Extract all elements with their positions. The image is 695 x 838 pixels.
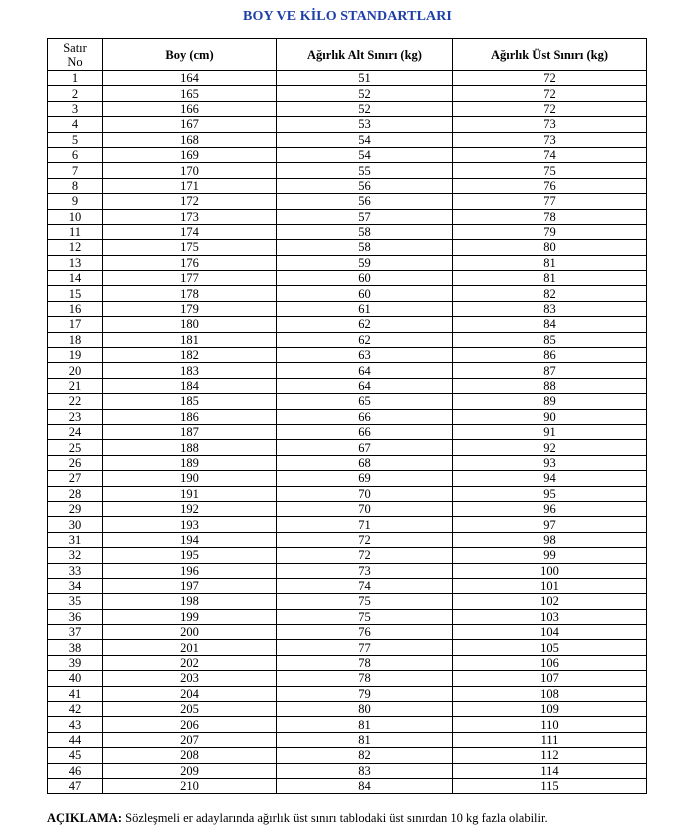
table-row	[48, 101, 647, 116]
cell-height: 193	[103, 517, 277, 532]
cell-weight-min: 58	[277, 240, 453, 255]
cell-weight-max: 104	[453, 625, 647, 640]
cell-weight-min: 83	[277, 763, 453, 778]
cell-weight-min: 75	[277, 609, 453, 624]
cell-height: 200	[103, 625, 277, 640]
cell-weight-max: 77	[453, 194, 647, 209]
cell-weight-min: 63	[277, 348, 453, 363]
cell-weight-min: 74	[277, 578, 453, 593]
table-row	[48, 455, 647, 470]
cell-height: 195	[103, 548, 277, 563]
cell-row-number: 33	[48, 563, 103, 578]
cell-weight-min: 75	[277, 594, 453, 609]
cell-height: 191	[103, 486, 277, 501]
cell-height: 201	[103, 640, 277, 655]
cell-weight-max: 87	[453, 363, 647, 378]
cell-weight-max: 73	[453, 132, 647, 147]
cell-weight-min: 55	[277, 163, 453, 178]
cell-weight-max: 76	[453, 178, 647, 193]
cell-row-number: 10	[48, 209, 103, 224]
cell-weight-max: 99	[453, 548, 647, 563]
cell-weight-min: 60	[277, 271, 453, 286]
cell-weight-max: 86	[453, 348, 647, 363]
cell-weight-min: 70	[277, 486, 453, 501]
table-row	[48, 286, 647, 301]
cell-weight-min: 80	[277, 702, 453, 717]
table-row	[48, 224, 647, 239]
cell-row-number: 39	[48, 655, 103, 670]
cell-height: 179	[103, 301, 277, 316]
cell-weight-max: 109	[453, 702, 647, 717]
cell-weight-max: 91	[453, 424, 647, 439]
cell-weight-min: 56	[277, 178, 453, 193]
cell-row-number: 28	[48, 486, 103, 501]
cell-weight-min: 84	[277, 778, 453, 793]
table-row	[48, 194, 647, 209]
cell-height: 178	[103, 286, 277, 301]
cell-row-number: 42	[48, 702, 103, 717]
page-title: BOY VE KİLO STANDARTLARI	[243, 9, 452, 24]
table-row	[48, 655, 647, 670]
cell-row-number: 27	[48, 471, 103, 486]
cell-weight-max: 72	[453, 86, 647, 101]
cell-weight-min: 66	[277, 409, 453, 424]
cell-weight-max: 115	[453, 778, 647, 793]
cell-weight-min: 81	[277, 717, 453, 732]
table-row	[48, 563, 647, 578]
cell-height: 180	[103, 317, 277, 332]
cell-row-number: 16	[48, 301, 103, 316]
table-row	[48, 301, 647, 316]
cell-weight-min: 58	[277, 224, 453, 239]
cell-row-number: 26	[48, 455, 103, 470]
cell-weight-min: 82	[277, 748, 453, 763]
cell-row-number: 24	[48, 424, 103, 439]
table-row	[48, 394, 647, 409]
cell-height: 188	[103, 440, 277, 455]
cell-height: 172	[103, 194, 277, 209]
cell-weight-max: 111	[453, 732, 647, 747]
cell-row-number: 13	[48, 255, 103, 270]
cell-weight-min: 59	[277, 255, 453, 270]
cell-row-number: 11	[48, 224, 103, 239]
cell-weight-min: 64	[277, 378, 453, 393]
cell-row-number: 36	[48, 609, 103, 624]
cell-weight-min: 65	[277, 394, 453, 409]
table-row	[48, 363, 647, 378]
cell-weight-max: 92	[453, 440, 647, 455]
table-row	[48, 717, 647, 732]
table-row	[48, 763, 647, 778]
cell-weight-min: 78	[277, 655, 453, 670]
cell-height: 184	[103, 378, 277, 393]
cell-weight-min: 81	[277, 732, 453, 747]
table-row	[48, 732, 647, 747]
cell-height: 173	[103, 209, 277, 224]
cell-height: 210	[103, 778, 277, 793]
cell-row-number: 41	[48, 686, 103, 701]
cell-weight-min: 69	[277, 471, 453, 486]
cell-row-number: 2	[48, 86, 103, 101]
cell-row-number: 43	[48, 717, 103, 732]
cell-weight-min: 62	[277, 317, 453, 332]
cell-weight-max: 110	[453, 717, 647, 732]
table-row	[48, 548, 647, 563]
cell-row-number: 5	[48, 132, 103, 147]
cell-weight-max: 72	[453, 71, 647, 86]
cell-height: 208	[103, 748, 277, 763]
cell-weight-min: 78	[277, 671, 453, 686]
table-row	[48, 317, 647, 332]
cell-height: 170	[103, 163, 277, 178]
cell-height: 185	[103, 394, 277, 409]
table-row	[48, 209, 647, 224]
cell-row-number: 31	[48, 532, 103, 547]
cell-row-number: 14	[48, 271, 103, 286]
cell-weight-max: 97	[453, 517, 647, 532]
table-row	[48, 240, 647, 255]
table-row	[48, 486, 647, 501]
cell-weight-min: 70	[277, 501, 453, 516]
cell-height: 205	[103, 702, 277, 717]
cell-weight-max: 108	[453, 686, 647, 701]
table-row	[48, 178, 647, 193]
cell-row-number: 6	[48, 147, 103, 162]
table-row	[48, 532, 647, 547]
cell-height: 165	[103, 86, 277, 101]
cell-height: 168	[103, 132, 277, 147]
cell-height: 167	[103, 117, 277, 132]
cell-weight-max: 90	[453, 409, 647, 424]
cell-height: 164	[103, 71, 277, 86]
cell-row-number: 1	[48, 71, 103, 86]
cell-height: 177	[103, 271, 277, 286]
table-row	[48, 686, 647, 701]
cell-weight-min: 67	[277, 440, 453, 455]
cell-height: 209	[103, 763, 277, 778]
cell-height: 196	[103, 563, 277, 578]
cell-height: 166	[103, 101, 277, 116]
table-row	[48, 778, 647, 793]
table-row	[48, 332, 647, 347]
cell-weight-max: 85	[453, 332, 647, 347]
cell-weight-min: 56	[277, 194, 453, 209]
cell-row-number: 46	[48, 763, 103, 778]
header-weight-min: Ağırlık Alt Sınırı (kg)	[277, 39, 453, 71]
cell-weight-min: 76	[277, 625, 453, 640]
explanation-text: Sözleşmeli er adaylarında ağırlık üst sınırı tablodaki üst sınırdan 10 kg fazla olabilir.	[122, 811, 548, 825]
table-row	[48, 671, 647, 686]
cell-weight-max: 112	[453, 748, 647, 763]
table-row	[48, 71, 647, 86]
cell-weight-min: 54	[277, 147, 453, 162]
cell-weight-min: 79	[277, 686, 453, 701]
table-row	[48, 132, 647, 147]
cell-height: 199	[103, 609, 277, 624]
table-row	[48, 163, 647, 178]
cell-row-number: 25	[48, 440, 103, 455]
cell-weight-max: 89	[453, 394, 647, 409]
cell-row-number: 23	[48, 409, 103, 424]
cell-weight-min: 68	[277, 455, 453, 470]
cell-weight-max: 84	[453, 317, 647, 332]
cell-height: 175	[103, 240, 277, 255]
cell-weight-max: 102	[453, 594, 647, 609]
table-row	[48, 748, 647, 763]
cell-weight-min: 61	[277, 301, 453, 316]
header-row-number: Satır No	[48, 39, 103, 71]
cell-height: 204	[103, 686, 277, 701]
cell-row-number: 44	[48, 732, 103, 747]
cell-height: 169	[103, 147, 277, 162]
cell-weight-max: 75	[453, 163, 647, 178]
cell-weight-max: 93	[453, 455, 647, 470]
table-row	[48, 640, 647, 655]
cell-weight-max: 81	[453, 255, 647, 270]
cell-row-number: 3	[48, 101, 103, 116]
cell-weight-max: 96	[453, 501, 647, 516]
cell-weight-min: 73	[277, 563, 453, 578]
cell-height: 183	[103, 363, 277, 378]
cell-height: 190	[103, 471, 277, 486]
cell-row-number: 40	[48, 671, 103, 686]
cell-weight-min: 60	[277, 286, 453, 301]
cell-weight-max: 78	[453, 209, 647, 224]
cell-weight-max: 82	[453, 286, 647, 301]
cell-row-number: 20	[48, 363, 103, 378]
table-row	[48, 424, 647, 439]
cell-row-number: 38	[48, 640, 103, 655]
table-row	[48, 348, 647, 363]
cell-row-number: 8	[48, 178, 103, 193]
cell-height: 198	[103, 594, 277, 609]
cell-weight-min: 51	[277, 71, 453, 86]
cell-weight-min: 66	[277, 424, 453, 439]
cell-row-number: 12	[48, 240, 103, 255]
cell-height: 171	[103, 178, 277, 193]
cell-row-number: 21	[48, 378, 103, 393]
cell-height: 181	[103, 332, 277, 347]
cell-weight-min: 71	[277, 517, 453, 532]
table-row	[48, 271, 647, 286]
cell-height: 197	[103, 578, 277, 593]
cell-height: 194	[103, 532, 277, 547]
cell-weight-max: 106	[453, 655, 647, 670]
cell-row-number: 47	[48, 778, 103, 793]
cell-weight-min: 72	[277, 532, 453, 547]
cell-height: 186	[103, 409, 277, 424]
header-height: Boy (cm)	[103, 39, 277, 71]
cell-weight-min: 52	[277, 101, 453, 116]
cell-row-number: 29	[48, 501, 103, 516]
table-row	[48, 409, 647, 424]
cell-weight-max: 94	[453, 471, 647, 486]
cell-row-number: 34	[48, 578, 103, 593]
cell-row-number: 18	[48, 332, 103, 347]
cell-row-number: 19	[48, 348, 103, 363]
cell-weight-min: 62	[277, 332, 453, 347]
cell-weight-max: 73	[453, 117, 647, 132]
cell-height: 192	[103, 501, 277, 516]
cell-weight-max: 80	[453, 240, 647, 255]
cell-height: 202	[103, 655, 277, 670]
explanation-label: AÇIKLAMA:	[47, 811, 122, 825]
table-row	[48, 440, 647, 455]
cell-weight-max: 83	[453, 301, 647, 316]
table-row	[48, 594, 647, 609]
cell-weight-max: 79	[453, 224, 647, 239]
cell-row-number: 32	[48, 548, 103, 563]
cell-row-number: 35	[48, 594, 103, 609]
cell-height: 187	[103, 424, 277, 439]
cell-weight-max: 81	[453, 271, 647, 286]
table-row	[48, 609, 647, 624]
table-row	[48, 702, 647, 717]
cell-weight-min: 64	[277, 363, 453, 378]
header-weight-max: Ağırlık Üst Sınırı (kg)	[453, 39, 647, 71]
cell-height: 176	[103, 255, 277, 270]
cell-height: 206	[103, 717, 277, 732]
cell-weight-max: 100	[453, 563, 647, 578]
cell-height: 207	[103, 732, 277, 747]
cell-row-number: 45	[48, 748, 103, 763]
table-row	[48, 625, 647, 640]
cell-row-number: 37	[48, 625, 103, 640]
explanation-note	[47, 811, 548, 826]
table-row	[48, 471, 647, 486]
standards-table	[47, 38, 647, 794]
cell-row-number: 7	[48, 163, 103, 178]
cell-weight-min: 53	[277, 117, 453, 132]
cell-weight-max: 88	[453, 378, 647, 393]
cell-row-number: 15	[48, 286, 103, 301]
cell-row-number: 9	[48, 194, 103, 209]
cell-row-number: 17	[48, 317, 103, 332]
cell-row-number: 30	[48, 517, 103, 532]
table-body	[48, 71, 647, 794]
cell-height: 182	[103, 348, 277, 363]
table-row	[48, 501, 647, 516]
cell-weight-min: 77	[277, 640, 453, 655]
cell-weight-max: 95	[453, 486, 647, 501]
cell-height: 203	[103, 671, 277, 686]
table-row	[48, 86, 647, 101]
cell-height: 189	[103, 455, 277, 470]
cell-weight-max: 98	[453, 532, 647, 547]
cell-weight-min: 52	[277, 86, 453, 101]
cell-weight-max: 72	[453, 101, 647, 116]
cell-weight-min: 54	[277, 132, 453, 147]
cell-weight-max: 105	[453, 640, 647, 655]
cell-weight-max: 107	[453, 671, 647, 686]
cell-weight-min: 72	[277, 548, 453, 563]
cell-row-number: 22	[48, 394, 103, 409]
cell-weight-max: 114	[453, 763, 647, 778]
cell-weight-min: 57	[277, 209, 453, 224]
table-row	[48, 147, 647, 162]
table-row	[48, 517, 647, 532]
cell-height: 174	[103, 224, 277, 239]
cell-weight-max: 103	[453, 609, 647, 624]
table-row	[48, 117, 647, 132]
cell-weight-max: 101	[453, 578, 647, 593]
table-header-row	[48, 39, 647, 71]
table-row	[48, 378, 647, 393]
cell-weight-max: 74	[453, 147, 647, 162]
table-row	[48, 578, 647, 593]
cell-row-number: 4	[48, 117, 103, 132]
table-row	[48, 255, 647, 270]
